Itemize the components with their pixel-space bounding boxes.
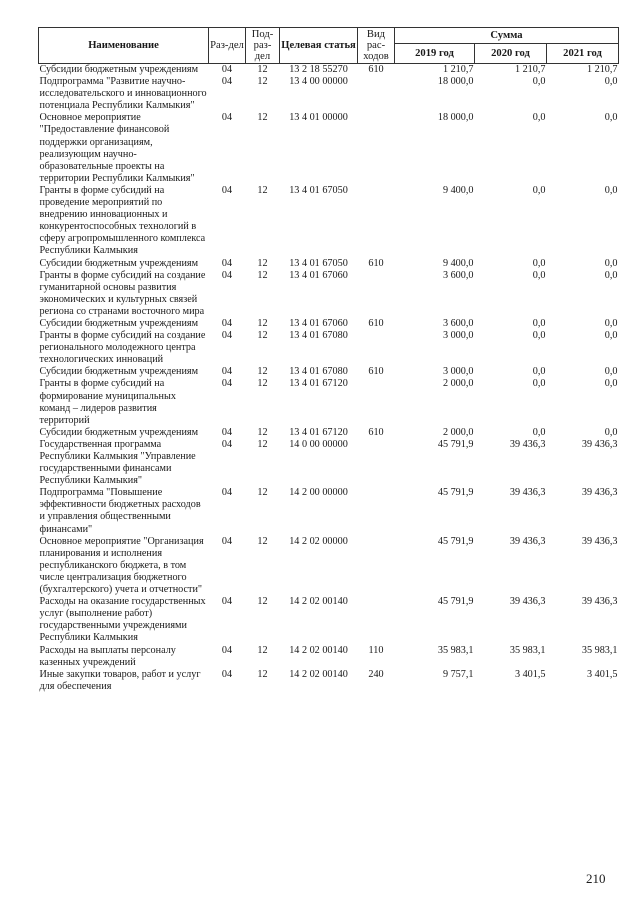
row-razdel: 04 — [221, 269, 233, 281]
row-expense-type: 240 — [368, 668, 384, 680]
table-row — [39, 487, 619, 535]
row-name: Субсидии бюджетным учреждениям — [39, 64, 199, 75]
table-row — [39, 439, 619, 487]
row-target-article: 13 4 01 67050 — [289, 184, 348, 196]
row-target-article: 13 4 01 00000 — [289, 112, 348, 124]
row-sum-2019: 9 757,1 — [442, 668, 474, 680]
row-sum-2019: 9 400,0 — [442, 257, 474, 269]
row-target-article: 13 4 01 67080 — [289, 330, 348, 342]
row-sum-2021: 39 436,3 — [581, 535, 618, 547]
header-name: Наименование — [39, 28, 209, 64]
row-expense-type: 110 — [368, 644, 384, 656]
header-year-2019: 2019 год — [395, 44, 475, 64]
row-sum-2021: 39 436,3 — [581, 487, 618, 499]
row-sum-2020: 0,0 — [532, 317, 546, 329]
row-razdel: 04 — [221, 76, 233, 88]
table-row — [39, 112, 619, 185]
row-name: Субсидии бюджетным учреждениям — [39, 317, 199, 329]
row-sum-2020: 0,0 — [532, 257, 546, 269]
header-year-2021: 2021 год — [547, 44, 619, 64]
row-sum-2021: 1 210,7 — [586, 64, 618, 75]
row-podrazdel: 12 — [257, 112, 268, 124]
table-row — [39, 536, 619, 596]
row-razdel: 04 — [221, 257, 233, 269]
row-name: Подпрограмма "Повышение эффективности бюджетных расходов и управления общественными финансами" — [39, 487, 201, 535]
row-sum-2019: 3 000,0 — [442, 366, 474, 378]
row-sum-2021: 0,0 — [604, 76, 618, 88]
row-expense-type — [358, 330, 395, 366]
row-sum-2021: 0,0 — [604, 184, 618, 196]
row-razdel: 04 — [221, 426, 233, 438]
row-razdel: 04 — [221, 366, 233, 378]
row-name: Субсидии бюджетным учреждениям — [39, 366, 199, 378]
row-podrazdel: 12 — [257, 535, 268, 547]
row-razdel: 04 — [221, 112, 233, 124]
row-expense-type: 610 — [368, 366, 384, 378]
header-year-2020: 2020 год — [475, 44, 547, 64]
row-sum-2021: 0,0 — [604, 112, 618, 124]
row-razdel: 04 — [221, 487, 233, 499]
row-razdel: 04 — [221, 596, 233, 608]
table-row — [39, 645, 619, 669]
row-sum-2019: 3 000,0 — [442, 330, 474, 342]
row-target-article: 14 2 02 00140 — [289, 668, 348, 680]
row-podrazdel: 12 — [257, 487, 268, 499]
table-row — [39, 669, 619, 693]
row-sum-2019: 45 791,9 — [437, 535, 474, 547]
row-sum-2020: 39 436,3 — [509, 487, 546, 499]
row-name: Расходы на оказание государственных услуг (выполнение работ) государственными учреждениями Республики Калмыкия — [39, 596, 206, 644]
row-razdel: 04 — [221, 64, 233, 75]
row-sum-2020: 39 436,3 — [509, 596, 546, 608]
row-sum-2019: 45 791,9 — [437, 596, 474, 608]
row-sum-2019: 3 600,0 — [442, 317, 474, 329]
row-sum-2019: 9 400,0 — [442, 184, 474, 196]
row-razdel: 04 — [221, 378, 233, 390]
header-target-article: Целевая статья — [280, 28, 358, 64]
header-podrazdel: Под-раз-дел — [246, 28, 280, 64]
row-sum-2019: 2 000,0 — [442, 426, 474, 438]
budget-table — [38, 27, 619, 693]
row-razdel: 04 — [221, 317, 233, 329]
row-razdel: 04 — [221, 668, 233, 680]
row-name: Подпрограмма "Развитие научно-исследовательского и инновационного потенциала Республики Калмыкия" — [39, 76, 207, 112]
row-razdel: 04 — [221, 184, 233, 196]
row-target-article: 13 4 01 67120 — [289, 378, 348, 390]
page-number: 210 — [586, 871, 606, 886]
table-row — [39, 427, 619, 439]
row-sum-2019: 18 000,0 — [437, 76, 474, 88]
row-sum-2021: 0,0 — [604, 317, 618, 329]
row-podrazdel: 12 — [257, 257, 268, 269]
row-target-article: 13 4 01 67120 — [289, 426, 348, 438]
row-expense-type — [358, 536, 395, 596]
table-row — [39, 378, 619, 426]
row-sum-2021: 0,0 — [604, 257, 618, 269]
row-sum-2021: 0,0 — [604, 366, 618, 378]
row-sum-2020: 0,0 — [532, 426, 546, 438]
row-expense-type — [358, 112, 395, 185]
row-sum-2020: 0,0 — [532, 76, 546, 88]
row-target-article: 13 4 01 67060 — [289, 269, 348, 281]
row-name: Основное мероприятие "Предоставление финансовой поддержки организациям, реализующим научно-образовательные проекты на территории Республики Калмыкия" — [39, 112, 195, 184]
row-podrazdel: 12 — [257, 596, 268, 608]
table-row — [39, 318, 619, 330]
row-name: Иные закупки товаров, работ и услуг для обеспечения — [39, 668, 201, 692]
row-sum-2020: 39 436,3 — [509, 535, 546, 547]
row-expense-type: 610 — [368, 426, 384, 438]
row-sum-2021: 0,0 — [604, 426, 618, 438]
row-expense-type: 610 — [368, 317, 384, 329]
row-sum-2020: 39 436,3 — [509, 438, 546, 450]
row-sum-2019: 45 791,9 — [437, 438, 474, 450]
row-podrazdel: 12 — [257, 184, 268, 196]
row-expense-type: 610 — [368, 257, 384, 269]
row-name: Основное мероприятие "Организация планирования и исполнения республиканского бюджета, в том числе централизация бюджетного (бухгалтерского) учета и отчетности" — [39, 535, 204, 596]
row-sum-2021: 0,0 — [604, 269, 618, 281]
row-podrazdel: 12 — [257, 438, 268, 450]
table-row — [39, 185, 619, 258]
row-sum-2019: 1 210,7 — [442, 64, 474, 75]
row-expense-type — [358, 439, 395, 487]
row-sum-2020: 0,0 — [532, 330, 546, 342]
row-name: Гранты в форме субсидий на формирование муниципальных команд – лидеров развития территорий — [39, 378, 176, 426]
row-expense-type — [358, 487, 395, 535]
row-target-article: 13 4 01 67080 — [289, 366, 348, 378]
row-podrazdel: 12 — [257, 366, 268, 378]
row-podrazdel: 12 — [257, 330, 268, 342]
row-expense-type — [358, 378, 395, 426]
table-row — [39, 258, 619, 270]
table-row — [39, 330, 619, 366]
table-row — [39, 64, 619, 77]
row-target-article: 14 2 02 00140 — [289, 644, 348, 656]
row-sum-2019: 18 000,0 — [437, 112, 474, 124]
row-sum-2021: 39 436,3 — [581, 596, 618, 608]
row-target-article: 14 0 00 00000 — [289, 438, 348, 450]
row-sum-2020: 0,0 — [532, 112, 546, 124]
row-sum-2019: 3 600,0 — [442, 269, 474, 281]
row-sum-2020: 3 401,5 — [514, 668, 546, 680]
row-target-article: 13 4 01 67060 — [289, 317, 348, 329]
row-sum-2019: 2 000,0 — [442, 378, 474, 390]
table-row — [39, 270, 619, 318]
row-sum-2020: 0,0 — [532, 184, 546, 196]
table-row — [39, 76, 619, 112]
row-name: Расходы на выплаты персоналу казенных учреждений — [39, 644, 176, 668]
header-sum: Сумма — [395, 28, 619, 44]
row-target-article: 14 2 02 00000 — [289, 535, 348, 547]
row-name: Гранты в форме субсидий на создание регионального молодежного центра технологических инноваций — [39, 330, 206, 366]
row-sum-2020: 0,0 — [532, 269, 546, 281]
row-expense-type: 610 — [368, 64, 384, 75]
row-target-article: 14 2 02 00140 — [289, 596, 348, 608]
row-sum-2020: 0,0 — [532, 366, 546, 378]
row-target-article: 13 4 01 67050 — [289, 257, 348, 269]
row-sum-2021: 3 401,5 — [586, 668, 618, 680]
row-expense-type — [358, 76, 395, 112]
row-podrazdel: 12 — [257, 668, 268, 680]
table-row — [39, 596, 619, 644]
row-expense-type — [358, 185, 395, 258]
row-sum-2020: 1 210,7 — [514, 64, 546, 75]
row-podrazdel: 12 — [257, 378, 268, 390]
row-name: Субсидии бюджетным учреждениям — [39, 426, 199, 438]
row-razdel: 04 — [221, 438, 233, 450]
row-razdel: 04 — [221, 330, 233, 342]
row-sum-2021: 35 983,1 — [581, 644, 618, 656]
row-name: Гранты в форме субсидий на проведение мероприятий по внедрению инновационных и конкурентоспособных технологий в сферу агропромышленного комплекса Республики Калмыкия — [39, 184, 206, 257]
row-podrazdel: 12 — [257, 76, 268, 88]
row-razdel: 04 — [221, 535, 233, 547]
row-name: Субсидии бюджетным учреждениям — [39, 257, 199, 269]
row-podrazdel: 12 — [257, 644, 268, 656]
row-podrazdel: 12 — [257, 64, 268, 75]
row-podrazdel: 12 — [257, 426, 268, 438]
row-target-article: 13 4 00 00000 — [289, 76, 348, 88]
header-expense-type: Вид рас-ходов — [358, 28, 395, 64]
header-razdel: Раз-дел — [209, 28, 246, 64]
row-expense-type — [358, 596, 395, 644]
row-sum-2019: 35 983,1 — [437, 644, 474, 656]
row-razdel: 04 — [221, 644, 233, 656]
row-expense-type — [358, 270, 395, 318]
row-sum-2021: 0,0 — [604, 378, 618, 390]
row-sum-2020: 0,0 — [532, 378, 546, 390]
row-sum-2019: 45 791,9 — [437, 487, 474, 499]
row-name: Гранты в форме субсидий на создание гуманитарной основы развития экономических и культурных связей региона со странами восточного мира — [39, 269, 206, 317]
row-sum-2020: 35 983,1 — [509, 644, 546, 656]
row-podrazdel: 12 — [257, 269, 268, 281]
row-target-article: 13 2 18 55270 — [289, 64, 348, 75]
row-sum-2021: 0,0 — [604, 330, 618, 342]
row-sum-2021: 39 436,3 — [581, 438, 618, 450]
row-name: Государственная программа Республики Калмыкия "Управление государственными финансами Республики Калмыкия" — [39, 438, 196, 487]
row-podrazdel: 12 — [257, 317, 268, 329]
table-row — [39, 366, 619, 378]
row-target-article: 14 2 00 00000 — [289, 487, 348, 499]
table-body — [39, 64, 619, 693]
